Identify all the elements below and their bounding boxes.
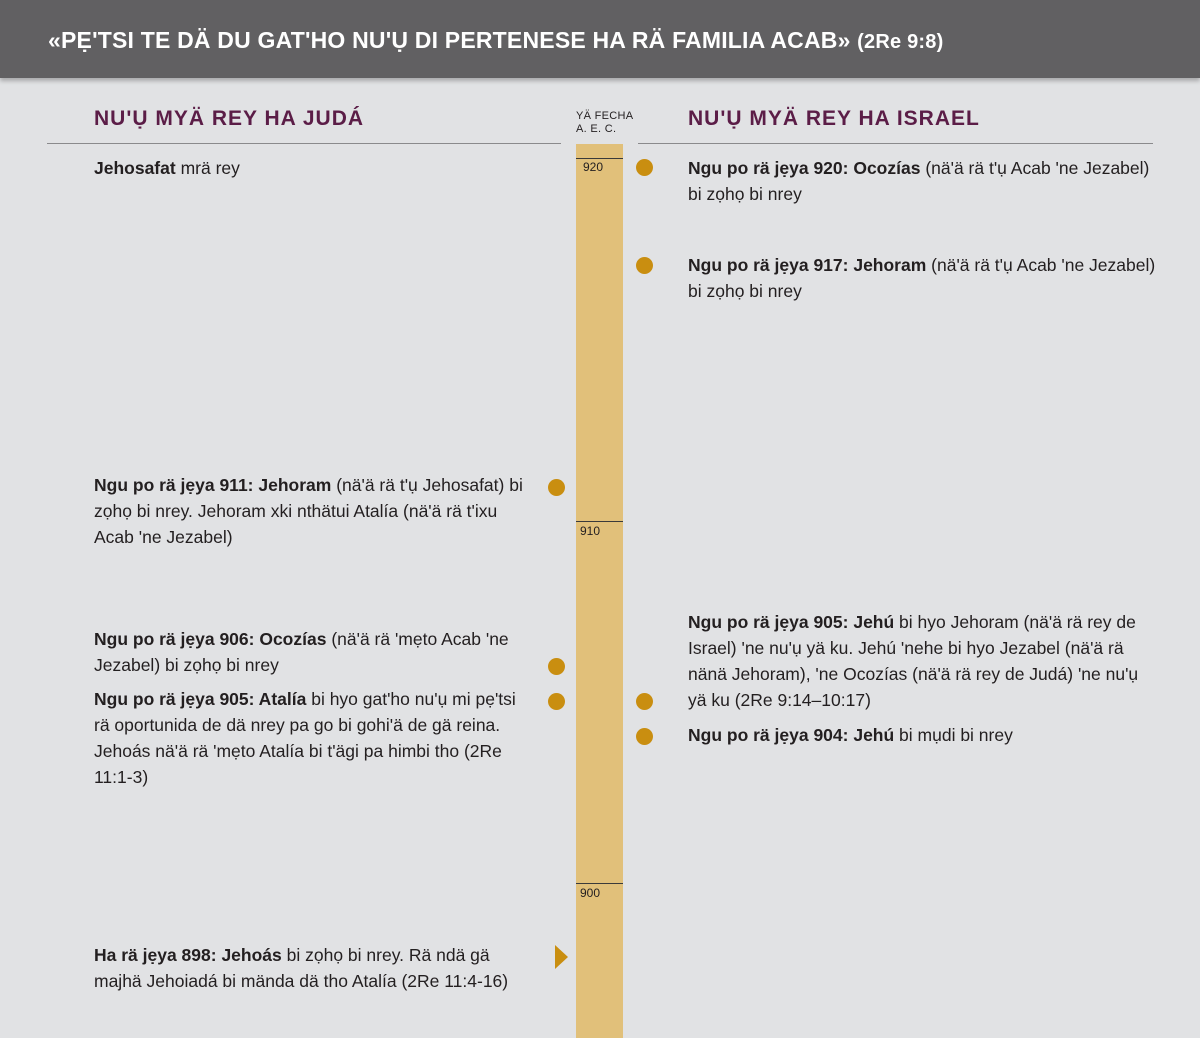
- juda-entry-bold: Ha rä jẹya 898: Jehoás: [94, 945, 282, 965]
- juda-entry-bold: Ngu po rä jẹya 905: Atalía: [94, 689, 307, 709]
- juda-entry-905: [94, 686, 534, 790]
- marker-arrow-icon: [555, 945, 568, 969]
- juda-entry-bold: Jehosafat: [94, 158, 176, 178]
- juda-entry-898: [94, 942, 534, 994]
- israel-entry-bold: Ngu po rä jẹya 905: Jehú: [688, 612, 895, 632]
- israel-entry-bold: Ngu po rä jẹya 917: Jehoram: [688, 255, 927, 275]
- israel-heading-rule: [638, 143, 1153, 144]
- juda-entry-bold: Ngu po rä jẹya 906: Ocozías: [94, 629, 327, 649]
- israel-entry-bold: Ngu po rä jẹya 920: Ocozías: [688, 158, 921, 178]
- israel-entry-text: (nä'ä rä t'ụ Acab 'ne Jezabel) bi zọhọ bi nrey: [688, 255, 1156, 301]
- israel-entry-920: [688, 155, 1158, 207]
- marker-dot: [636, 693, 653, 710]
- tick-label-910: 910: [580, 524, 601, 538]
- marker-dot: [636, 728, 653, 745]
- juda-entry-906: [94, 626, 534, 678]
- header-banner: [0, 0, 1200, 78]
- marker-dot: [548, 479, 565, 496]
- title-text: «PẸ'TSI TE DÄ DU GAT'HO NU'Ụ DI PERTENESE HA RÄ FAMILIA ACAB»: [48, 27, 851, 53]
- tick-910: [576, 521, 623, 522]
- juda-heading-rule: [47, 143, 561, 144]
- tick-920: [576, 158, 623, 159]
- date-column-label: [576, 110, 633, 136]
- marker-dot: [548, 658, 565, 675]
- tick-label-900: 900: [580, 886, 601, 900]
- juda-entry-text: (nä'ä rä t'ụ Jehosafat) bi zọhọ bi nrey. Jehoram xki nthätui Atalía (nä'ä rä t'ixu Acab 'ne Jezabel): [94, 475, 523, 547]
- title-reference: (2Re 9:8): [857, 31, 944, 53]
- marker-dot: [636, 257, 653, 274]
- juda-entry-jehosafat: [94, 155, 534, 181]
- juda-entry-text: mrä rey: [175, 158, 240, 178]
- israel-entry-917: [688, 252, 1158, 304]
- page-title: [48, 27, 943, 54]
- tick-label-920: 920: [583, 160, 604, 174]
- marker-dot: [636, 159, 653, 176]
- juda-entry-bold: Ngu po rä jẹya 911: Jehoram: [94, 475, 332, 495]
- israel-entry-text: bi hyo Jehoram (nä'ä rä rey de Israel) 'ne nu'ụ yä ku. Jehú 'nehe bi hyo Jezabel (nä'ä rä nänä Jehoram), 'ne Ocozías (nä'ä rä rey de Judá) 'ne nu'ụ yä ku (2Re 9:14–10:17): [688, 612, 1139, 710]
- israel-entry-905: [688, 609, 1158, 713]
- date-label-line1: YÄ FECHA: [576, 110, 634, 122]
- israel-entry-text: bi mụdi bi nrey: [894, 725, 1013, 745]
- israel-heading: NU'Ụ MYÄ REY HA ISRAEL: [688, 107, 980, 130]
- date-label-line2: A. E. C.: [576, 123, 617, 135]
- israel-entry-904: [688, 722, 1158, 748]
- tick-900: [576, 883, 623, 884]
- juda-heading: NU'Ụ MYÄ REY HA JUDÁ: [94, 107, 365, 130]
- juda-entry-text: bi zọhọ bi nrey. Rä ndä gä majhä Jehoiadá bi mända dä tho Atalía (2Re 11:4-16): [94, 945, 509, 991]
- juda-entry-text: bi hyo gat'ho nu'ụ mi pẹ'tsi rä oportunida de dä nrey pa go bi gohi'ä de gä reina. Jehoás nä'ä rä 'mẹto Atalía bi t'ägi pa himbi tho (2Re 11:1-3): [94, 689, 516, 787]
- timeline-bar: [576, 144, 623, 1038]
- israel-entry-text: (nä'ä rä t'ụ Acab 'ne Jezabel) bi zọhọ bi nrey: [688, 158, 1150, 204]
- juda-entry-911: [94, 472, 534, 550]
- marker-dot: [548, 693, 565, 710]
- israel-entry-bold: Ngu po rä jẹya 904: Jehú: [688, 725, 895, 745]
- juda-entry-text: (nä'ä rä 'mẹto Acab 'ne Jezabel) bi zọhọ bi nrey: [94, 629, 509, 675]
